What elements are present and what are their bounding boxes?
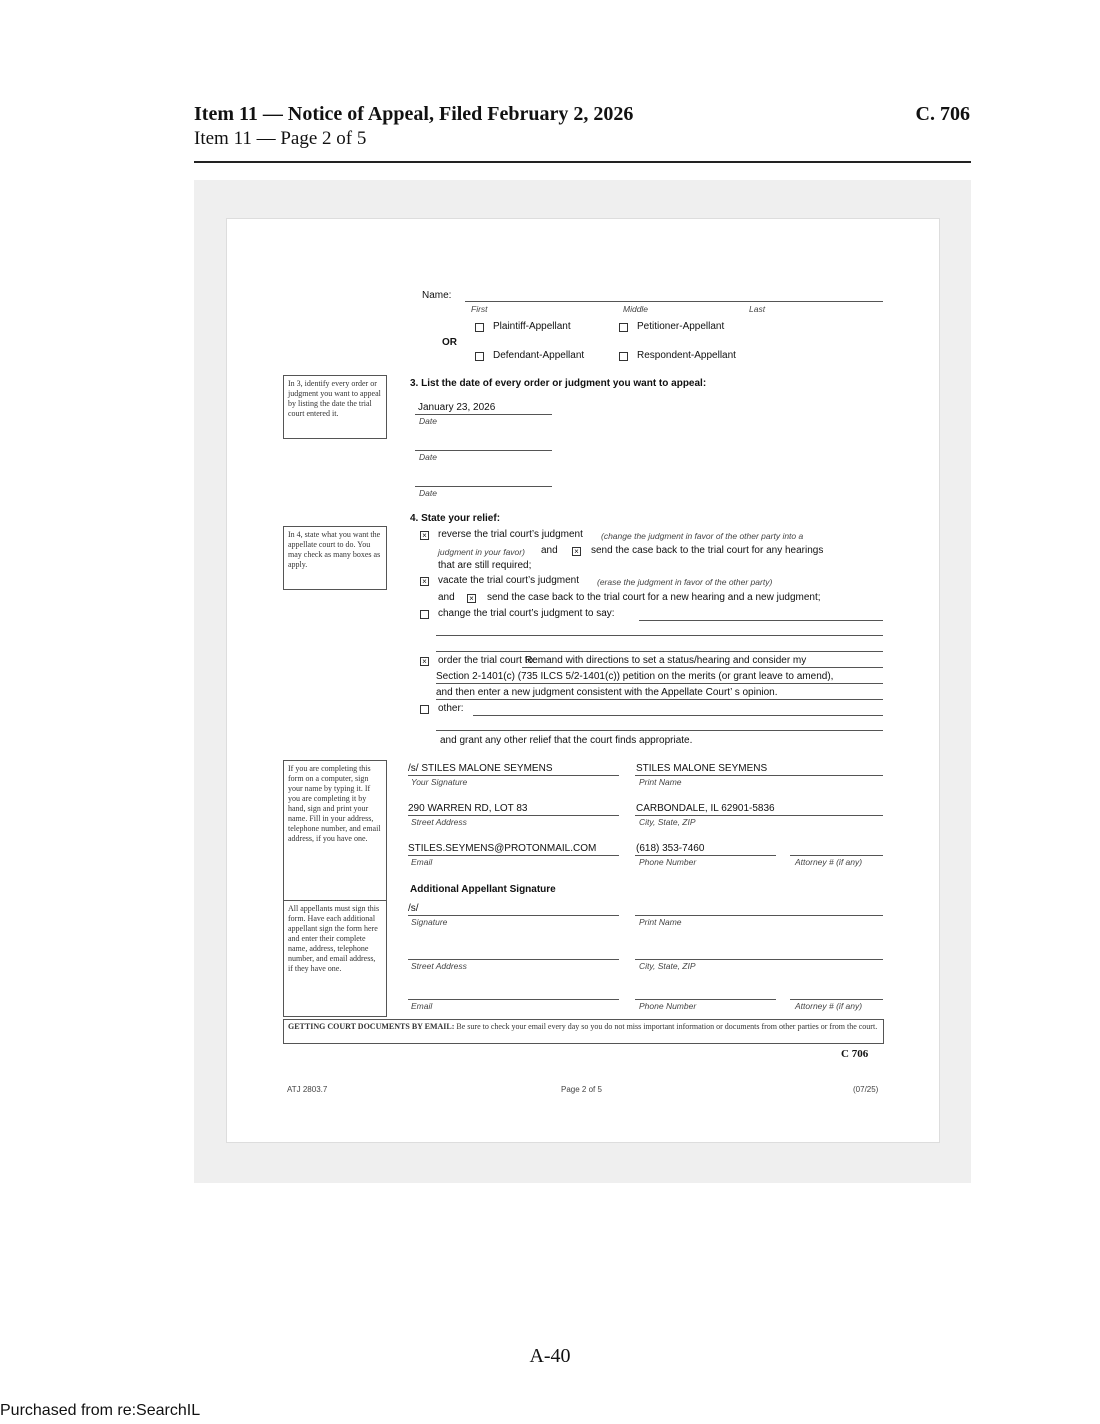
- relief-order-line-3[interactable]: and then enter a new judgment consistent with the Appellate Court’ s opinion.: [436, 687, 778, 698]
- city-label: City, State, ZIP: [639, 817, 696, 827]
- plaintiff-checkbox[interactable]: [475, 323, 484, 332]
- additional-signature-line: [408, 915, 619, 916]
- relief-order-rule-1: [522, 667, 883, 668]
- relief-order-text: order the trial court to:: [438, 655, 536, 666]
- relief-order-rule-2: [436, 683, 883, 684]
- print-name-value[interactable]: STILES MALONE SEYMENS: [636, 763, 768, 774]
- first-label: First: [471, 304, 488, 314]
- relief-send-back-text: send the case back to the trial court for any hearings: [591, 545, 824, 556]
- relief-change-line-3[interactable]: [436, 651, 883, 652]
- signature-label: Your Signature: [411, 777, 468, 787]
- relief-order-rule-3: [436, 699, 883, 700]
- print-name-line: [635, 775, 883, 776]
- relief-change-checkbox[interactable]: [420, 610, 429, 619]
- additional-phone-label: Phone Number: [639, 1001, 697, 1011]
- relief-new-hearing-checkbox[interactable]: ×: [467, 594, 476, 603]
- attorney-label: Attorney # (if any): [795, 857, 863, 867]
- relief-change-text: change the trial court’s judgment to say:: [438, 608, 615, 619]
- city-line: [635, 815, 883, 816]
- email-line: [408, 855, 619, 856]
- additional-attorney-label: Attorney # (if any): [795, 1001, 863, 1011]
- relief-send-back-checkbox[interactable]: ×: [572, 547, 581, 556]
- grant-text: and grant any other relief that the court finds appropriate.: [440, 735, 693, 746]
- relief-change-line-1[interactable]: [639, 620, 883, 621]
- phone-value[interactable]: (618) 353-7460: [636, 843, 705, 854]
- note-section-4: In 4, state what you want the appellate court to do. You may check as many boxes as apply.: [283, 526, 387, 590]
- relief-reverse-end: that are still required;: [438, 560, 532, 571]
- middle-label: Middle: [623, 304, 649, 314]
- phone-line: [635, 855, 776, 856]
- street-value[interactable]: 290 WARREN RD, LOT 83: [408, 803, 528, 814]
- relief-other-checkbox[interactable]: [420, 705, 429, 714]
- relief-order-checkbox[interactable]: ×: [420, 657, 429, 666]
- attorney-line[interactable]: [790, 855, 883, 856]
- date-1-line: [415, 414, 552, 415]
- city-value[interactable]: CARBONDALE, IL 62901-5836: [636, 803, 775, 814]
- email-value[interactable]: STILES.SEYMENS@PROTONMAIL.COM: [408, 843, 597, 854]
- additional-signature-mark[interactable]: /s/: [408, 903, 419, 914]
- email-notice-text: Be sure to check your email every day so you do not miss important information or documents from other parties or from the court.: [454, 1022, 878, 1031]
- additional-street-label: Street Address: [411, 961, 467, 971]
- relief-other-line-1[interactable]: [473, 715, 883, 716]
- date-2-label: Date: [419, 452, 437, 462]
- header-rule: [194, 161, 971, 163]
- name-line: [465, 301, 883, 302]
- relief-change-line-2[interactable]: [436, 635, 883, 636]
- additional-signature-label: Signature: [411, 917, 448, 927]
- name-label: Name:: [422, 290, 452, 301]
- petitioner-label: Petitioner-Appellant: [637, 321, 725, 332]
- defendant-checkbox[interactable]: [475, 352, 484, 361]
- form-page-number: Page 2 of 5: [561, 1085, 602, 1094]
- note-signature: If you are completing this form on a computer, sign your name by typing it. If you are completing it by hand, sign and print your name. Fill in your address, telephone number, and email address, if you have one.: [283, 760, 387, 901]
- note-all-appellants: All appellants must sign this form. Have each additional appellant sign the form here and enter their complete name, address, telephone number, and email address, if they have one.: [283, 900, 387, 1017]
- relief-vacate-text: vacate the trial court’s judgment: [438, 575, 580, 586]
- email-notice: [283, 1019, 884, 1044]
- note-section-3: In 3, identify every order or judgment you want to appeal by listing the date the trial court entered it.: [283, 375, 387, 439]
- additional-street-line[interactable]: [408, 959, 619, 960]
- street-label: Street Address: [411, 817, 467, 827]
- date-3-line[interactable]: [415, 486, 552, 487]
- petitioner-checkbox[interactable]: [619, 323, 628, 332]
- additional-attorney-line[interactable]: [790, 999, 883, 1000]
- respondent-checkbox[interactable]: [619, 352, 628, 361]
- document-title: Item 11 — Notice of Appeal, Filed February 2, 2026: [194, 103, 634, 125]
- document-code: C. 706: [915, 103, 970, 125]
- form-id: ATJ 2803.7: [287, 1085, 328, 1094]
- additional-email-label: Email: [411, 1001, 433, 1011]
- date-1-value[interactable]: January 23, 2026: [418, 402, 496, 413]
- email-label: Email: [411, 857, 433, 867]
- form-page: [226, 218, 940, 1143]
- additional-phone-line[interactable]: [635, 999, 776, 1000]
- last-label: Last: [749, 304, 766, 314]
- additional-email-line[interactable]: [408, 999, 619, 1000]
- relief-new-hearing-text: send the case back to the trial court for a new hearing and a new judgment;: [487, 592, 821, 603]
- defendant-label: Defendant-Appellant: [493, 350, 585, 361]
- form-code: C 706: [841, 1048, 869, 1060]
- question-4: 4. State your relief:: [410, 513, 501, 524]
- additional-print-name-line[interactable]: [635, 915, 883, 916]
- purchased-footer: Purchased from re:SearchIL: [0, 1402, 201, 1419]
- page-number: A-40: [529, 1345, 571, 1367]
- relief-reverse-note-2: judgment in your favor): [438, 547, 525, 557]
- relief-reverse-checkbox[interactable]: ×: [420, 531, 429, 540]
- relief-other-text: other:: [438, 703, 464, 714]
- relief-reverse-note: (change the judgment in favor of the other party into a: [601, 531, 804, 541]
- date-3-label: Date: [419, 488, 437, 498]
- relief-vacate-note: (erase the judgment in favor of the other party): [597, 577, 773, 587]
- date-1-label: Date: [419, 416, 437, 426]
- relief-reverse-text: reverse the trial court’s judgment: [438, 529, 583, 540]
- relief-other-line-2[interactable]: [436, 730, 883, 731]
- additional-print-name-label: Print Name: [639, 917, 682, 927]
- plaintiff-label: Plaintiff-Appellant: [493, 321, 571, 332]
- phone-label: Phone Number: [639, 857, 697, 867]
- signature-line: [408, 775, 619, 776]
- relief-order-line-1[interactable]: Remand with directions to set a status/hearing and consider my: [525, 655, 807, 666]
- document-subtitle: Item 11 — Page 2 of 5: [194, 128, 367, 149]
- date-2-line[interactable]: [415, 450, 552, 451]
- relief-order-line-2[interactable]: Section 2-1401(c) (735 ILCS 5/2-1401(c)) petition on the merits (or grant leave to amend),: [436, 671, 834, 682]
- street-line: [408, 815, 619, 816]
- relief-reverse-and: and: [541, 545, 558, 556]
- print-name-label: Print Name: [639, 777, 682, 787]
- additional-city-line[interactable]: [635, 959, 883, 960]
- form-revision: (07/25): [853, 1085, 879, 1094]
- or-label: OR: [442, 337, 457, 348]
- email-notice-heading: GETTING COURT DOCUMENTS BY EMAIL:: [288, 1022, 455, 1031]
- additional-city-label: City, State, ZIP: [639, 961, 696, 971]
- relief-vacate-and: and: [438, 592, 455, 603]
- signature-value[interactable]: /s/ STILES MALONE SEYMENS: [408, 763, 553, 774]
- question-3: 3. List the date of every order or judgment you want to appeal:: [410, 378, 707, 389]
- additional-signature-heading: Additional Appellant Signature: [410, 884, 556, 895]
- relief-vacate-checkbox[interactable]: ×: [420, 577, 429, 586]
- respondent-label: Respondent-Appellant: [637, 350, 736, 361]
